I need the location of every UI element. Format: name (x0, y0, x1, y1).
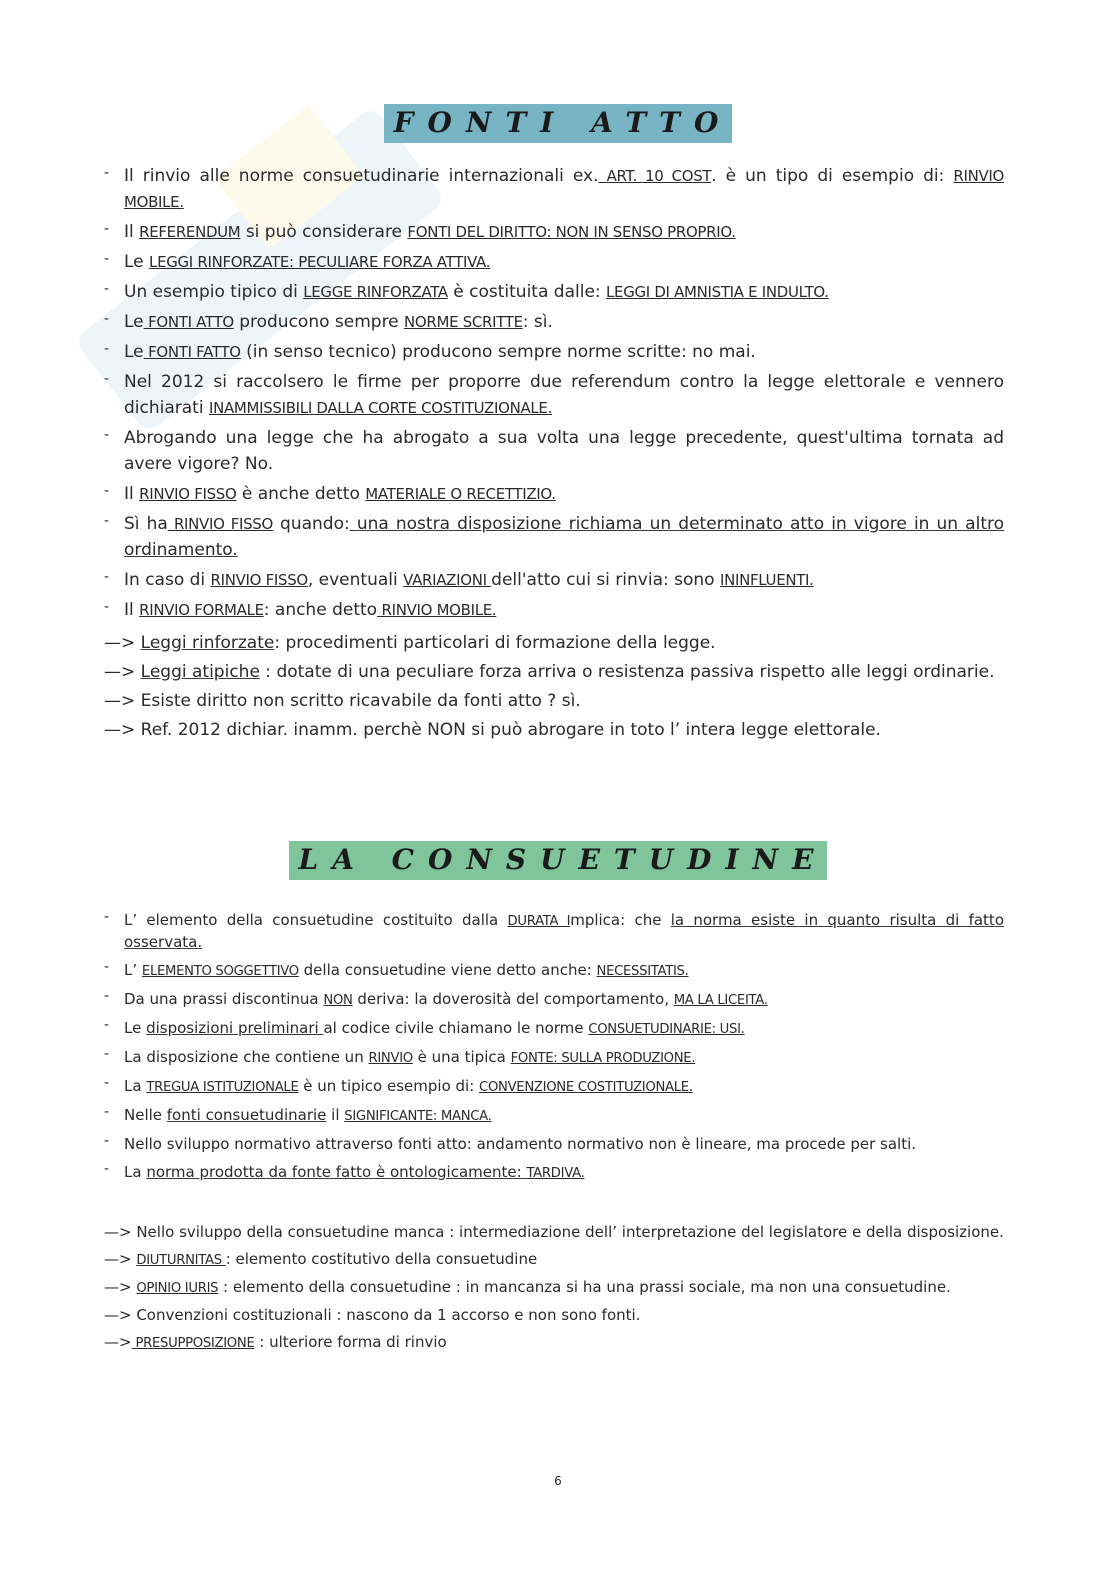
underlined-phrase: fonti consuetudinarie (166, 1106, 327, 1124)
underlined-term: MATERIALE O RECETTIZIO. (365, 485, 556, 503)
text-run: Le (124, 312, 144, 332)
text-run: : procedimenti particolari di formazione della legge. (274, 633, 716, 653)
text-run: . è un tipo di esempio di: (711, 166, 954, 186)
text-run: Le (124, 1019, 147, 1037)
list-item (104, 1076, 1004, 1098)
underlined-term: LEGGI RINFORZATE: PECULIARE FORZA ATTIVA. (149, 253, 491, 271)
list-item (104, 249, 1004, 275)
underlined-term: VARIAZIONI (403, 571, 492, 589)
underlined-phrase: disposizioni preliminari (146, 1019, 324, 1037)
text-run: —> (104, 1278, 137, 1296)
underlined-phrase: una nostra disposizione richiama un determinato atto in vigore in un altro ordinamento. (124, 514, 1004, 560)
consuetudine-list (104, 910, 1004, 1191)
text-run: : anche detto (263, 600, 378, 620)
underlined-term: FONTI DEL DIRITTO: NON IN SENSO PROPRIO. (407, 223, 736, 241)
underlined-term: REFERENDUM (139, 223, 241, 241)
underlined-term: SIGNIFICANTE: MANCA. (344, 1109, 492, 1124)
list-item (104, 219, 1004, 245)
text-run: Abrogando una legge che ha abrogato a sua volta una legge precedente, quest'ultima tornata ad avere vigore? No. (124, 428, 1004, 474)
arrow-note (104, 1305, 1004, 1326)
underlined-term: FONTI FATTO (143, 343, 241, 361)
page-number: 6 (554, 1474, 562, 1488)
underlined-term: MA LA LICEITA. (673, 993, 768, 1008)
list-item (104, 339, 1004, 365)
text-run: —> (104, 1333, 132, 1351)
text-run: mplica: che (570, 911, 671, 929)
text-run: Le (124, 342, 144, 362)
list-item (104, 481, 1004, 507)
list-item (104, 1134, 1004, 1155)
arrow-note (104, 1222, 1004, 1243)
text-run: deriva: la doverosità del comportamento, (352, 990, 674, 1008)
text-run: si può considerare (240, 222, 408, 242)
underlined-term: RINVIO FISSO (210, 571, 308, 589)
text-run: —> Esiste diritto non scritto ricavabile da fonti atto ? sì. (104, 691, 581, 711)
underlined-phrase: Leggi atipiche (140, 662, 260, 682)
text-run: dell'atto cui si rinvia: sono (491, 570, 720, 590)
text-run: producono sempre (233, 312, 405, 332)
text-run: : sì. (522, 312, 553, 332)
text-run: In caso di (124, 570, 211, 590)
underlined-term: NON (323, 993, 353, 1008)
text-run: —> Ref. 2012 dichiar. inamm. perchè NON si può abrogare in toto l’ intera legge elettorale. (104, 720, 881, 740)
text-run: è un tipico esempio di: (298, 1077, 480, 1095)
underlined-term: RINVIO FISSO (167, 515, 273, 533)
text-run: Sì ha (124, 514, 168, 534)
text-run: Il (124, 222, 140, 242)
underlined-term: RINVIO MOBILE. (377, 601, 497, 619)
underlined-term: DURATA I (507, 914, 571, 929)
text-run: : dotate di una peculiare forza arriva o resistenza passiva rispetto alle leggi ordinarie. (259, 662, 995, 682)
list-item (104, 1105, 1004, 1127)
arrow-note (104, 629, 1004, 658)
underlined-term: RINVIO FORMALE (139, 601, 264, 619)
text-run: quando: (272, 514, 350, 534)
consuetudine-notes (104, 1222, 1004, 1360)
list-item (104, 1162, 1004, 1184)
underlined-term: DIUTURNITAS (136, 1253, 226, 1268)
arrow-note (104, 658, 1004, 687)
text-run: : elemento costitutivo della consuetudine (225, 1250, 538, 1268)
arrow-note (104, 1332, 1004, 1354)
text-run: è anche detto (236, 484, 366, 504)
heading-text: FONTI ATTO (384, 104, 733, 143)
text-run: La disposizione che contiene un (124, 1048, 369, 1066)
arrow-note (104, 1249, 1004, 1271)
underlined-term: FONTE: SULLA PRODUZIONE. (510, 1051, 696, 1066)
arrow-note (104, 716, 1004, 745)
list-item (104, 567, 1004, 593)
underlined-term: OPINIO IURIS (136, 1281, 219, 1296)
text-run: : ulteriore forma di rinvio (254, 1333, 447, 1351)
heading-text: LA CONSUETUDINE (289, 841, 828, 880)
text-run: della consuetudine viene detto anche: (298, 961, 597, 979)
underlined-term: LEGGE RINFORZATA (303, 283, 448, 301)
text-run: al codice civile chiamano le norme (323, 1019, 589, 1037)
text-run: —> (104, 662, 141, 682)
underlined-term: ART. 10 COST (598, 167, 712, 185)
underlined-term: NECESSITATIS. (596, 964, 689, 979)
arrow-note (104, 687, 1004, 716)
underlined-term: TREGUA ISTITUZIONALE (146, 1080, 299, 1095)
list-item (104, 511, 1004, 563)
list-item (104, 279, 1004, 305)
text-run: Le (124, 252, 150, 272)
underlined-term: CONSUETUDINARIE: USI. (588, 1022, 745, 1037)
underlined-phrase: la norma esiste in quanto risulta di fatto osservata. (124, 911, 1004, 951)
text-run: Da una prassi discontinua (124, 990, 324, 1008)
list-item (104, 910, 1004, 953)
text-run: L’ elemento della consuetudine costituito dalla (124, 911, 508, 929)
underlined-term: CONVENZIONE COSTITUZIONALE. (479, 1080, 693, 1095)
underlined-phrase: norma prodotta da fonte fatto è ontologicamente: (146, 1163, 527, 1181)
text-run: il (326, 1106, 345, 1124)
section-heading-consuetudine (0, 841, 1116, 880)
text-run: è costituita dalle: (447, 282, 607, 302)
list-item (104, 1018, 1004, 1040)
text-run: —> (104, 1250, 137, 1268)
underlined-term: NORME SCRITTE (404, 313, 523, 331)
text-run: —> Nello sviluppo della consuetudine manca : intermediazione dell’ interpretazione del legislatore e della disposizione. (104, 1223, 1004, 1241)
list-item (104, 597, 1004, 623)
underlined-phrase: Leggi rinforzate (140, 633, 275, 653)
text-run: L’ (124, 961, 142, 979)
list-item (104, 309, 1004, 335)
underlined-term: TARDIVA. (526, 1166, 585, 1181)
underlined-term: PRESUPPOSIZIONE (131, 1336, 255, 1351)
list-item (104, 1047, 1004, 1069)
underlined-term: RINVIO FISSO (139, 485, 237, 503)
list-item (104, 989, 1004, 1011)
underlined-term: RINVIO MOBILE. (124, 167, 1004, 211)
text-run: Nello sviluppo normativo attraverso fonti atto: andamento normativo non è lineare, ma procede per salti. (124, 1135, 917, 1153)
text-run: —> (104, 633, 141, 653)
text-run: è una tipica (412, 1048, 511, 1066)
underlined-term: LEGGI DI AMNISTIA E INDULTO. (606, 283, 829, 301)
text-run: Nelle (124, 1106, 167, 1124)
text-run: La (124, 1077, 147, 1095)
list-item (104, 163, 1004, 215)
underlined-term: ININFLUENTI. (719, 571, 814, 589)
text-run: Un esempio tipico di (124, 282, 304, 302)
text-run: Il (124, 600, 140, 620)
arrow-note (104, 1277, 1004, 1299)
text-run: Il rinvio alle norme consuetudinarie internazionali ex. (124, 166, 599, 186)
underlined-term: ELEMENTO SOGGETTIVO (141, 964, 299, 979)
list-item (104, 369, 1004, 421)
underlined-term: RINVIO (368, 1051, 413, 1066)
text-run: (in senso tecnico) producono sempre norme scritte: no mai. (240, 342, 756, 362)
fonti-atto-notes (104, 629, 1004, 745)
list-item (104, 425, 1004, 477)
text-run: Nel 2012 si raccolsero le firme per proporre due referendum contro la legge elettorale e vennero dichiarati (124, 372, 1004, 418)
text-run: Il (124, 484, 140, 504)
text-run: : elemento della consuetudine : in mancanza si ha una prassi sociale, ma non una consuetudine. (218, 1278, 951, 1296)
text-run: —> Convenzioni costituzionali : nascono da 1 accorso e non sono fonti. (104, 1306, 641, 1324)
underlined-term: INAMMISSIBILI DALLA CORTE COSTITUZIONALE. (208, 399, 553, 417)
text-run: , eventuali (307, 570, 404, 590)
fonti-atto-list (104, 163, 1004, 627)
underlined-term: FONTI ATTO (143, 313, 234, 331)
list-item (104, 960, 1004, 982)
section-heading-fonti-atto (0, 104, 1116, 143)
text-run: La (124, 1163, 147, 1181)
